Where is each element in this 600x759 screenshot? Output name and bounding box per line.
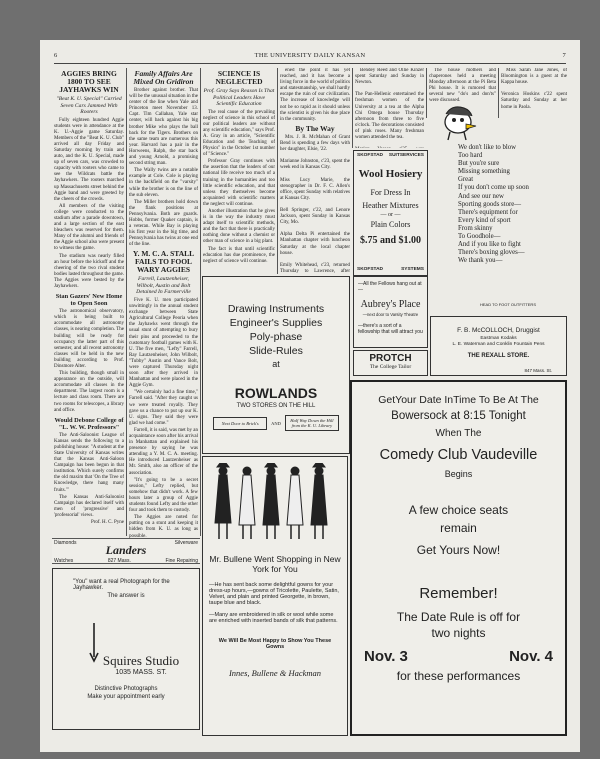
comedy-text: remain (440, 521, 477, 535)
poem-line: And if you like to fight (458, 241, 521, 249)
bullene-text: —Many are embroidered in silk or wool while some are enriched with inserted bands of silk that patterns. (209, 612, 338, 624)
skofstad-label: SYSTEMS (401, 267, 424, 272)
poem-line: There's equipment for (458, 208, 518, 216)
skofstad-text: Heather Mixtures (362, 201, 419, 210)
comedy-text: Get Yours Now! (416, 543, 501, 557)
landers-text: Silverware (174, 540, 198, 546)
column-rule (352, 68, 353, 148)
page-number-right: 7 (562, 52, 566, 59)
skofstad-label: SUITSERVICES (388, 153, 424, 158)
arrow-down-icon (89, 623, 99, 663)
headline-by-the-way: By The Way (295, 123, 335, 133)
rowlands-text: Engineer's Supplies (229, 317, 323, 329)
comedy-club-ad (350, 380, 567, 736)
landers-ad (52, 538, 200, 564)
bullene-text: —He has sent back some delightful gowns for your dress-up hours,—gowns of Tricolette, Paulette, Satin, Velvet, and plain and printed Georgette, in brown, taupe blue and black. (209, 582, 339, 606)
article-text: The stadium was nearly filled an hour before the kickoff and the cheering of the two rival student bodies lasted throughout the game. The Aggies were bested by the Jayhawkers. (54, 253, 124, 290)
poem-line: Every kind of sport (458, 216, 511, 224)
landers-text: Diamonds (54, 540, 77, 546)
comedy-date: Nov. 3 (364, 648, 408, 665)
article-text: The Anti-Saloonist League of Kansas sends the following to a publishing house: "A student at the State University of Kansas writes that the Kansas Anti-Saloon Campaign has been begun in that institution. Which surely confirms the old maxim that 'On the Tree of Knowledge, there hang many fruits.'" (54, 432, 124, 493)
rowlands-text: at (272, 359, 280, 369)
skofstad-price: $.75 and $1.00 (359, 235, 422, 246)
aubreys-name: Aubrey's Place (360, 299, 421, 310)
squires-ad (52, 568, 200, 730)
mccolloch-text: L. E. Waterman and Conklin Fountain Pens (452, 342, 545, 347)
comedy-text: When The (435, 428, 482, 439)
skofstad-label: SKOFSTAD (357, 267, 384, 272)
poem-line: To Goodhole— (458, 233, 501, 241)
fashion-figures-illustration (209, 463, 341, 543)
column-5 (355, 68, 424, 148)
rowlands-store: ROWLANDS (234, 385, 318, 401)
subhead-observatory: Stan Gazers' New Home to Open Soon (55, 293, 123, 308)
masthead (54, 52, 566, 64)
article-text: The astronomical observatory, which is being built to accommodate all astronomy classes, is nearing completion. The building will be ready for occupancy the latter part of this semester, and all recent astronomy classes will be held in the new building according to Prof. Dinsmore Alter. (54, 309, 124, 369)
article-text: Five K. U. men participated unwittingly in the annual student exchange between State Agricultural College Peoria when the Jayhawks went through the usual stunt of attempting to bury their pins and proceeded to the customary football games with K. U. The five men, "Lefty" Farrell, Ray Lautzenheiser, John Wilbolt, "Tubby" Austin and Vance Bolt, were captured Thursday night soon after they arrived in Manhattan and were placed in the Aggie Gym. (129, 297, 198, 389)
society-notes: Bendey Reed and Ollie Kinzer spent Saturday and Sunday in Newton. The Pan-Hellenic entertained the freshman women of the University at a tea at the Alpha Chi Omega house Thursday afternoon from three to five o'clock. The decorations consisted of pink roses. Many freshman women attended the tea. (355, 68, 424, 141)
column-rule (200, 68, 201, 536)
comedy-text: GetYour Date InTime To Be At The (378, 394, 539, 406)
protch-ad (353, 350, 428, 376)
bullene-ad (202, 456, 348, 736)
aubreys-ad (353, 276, 428, 348)
rowlands-ad (202, 276, 350, 454)
article-text: The Aggies are noted for putting on a stunt and keeping it hidden from K. U. as long as possible. (129, 515, 198, 538)
headline-ymca: Y. M. C. A. STALL FAILS TO FOOL WARY AGGIES (132, 249, 195, 275)
squires-text: "You" want a real Photograph for the Jayhawker. (73, 579, 170, 591)
headline-science: SCIENCE IS NEGLECTED (215, 69, 263, 86)
poem-line: And see our new (458, 192, 504, 200)
comedy-text: for these performances (396, 669, 521, 683)
skofstad-text: For Dress In (370, 188, 411, 197)
rowlands-text: Slide-Rules (249, 345, 303, 357)
poem-line: If you don't come up soon (458, 184, 529, 192)
column-rule (126, 68, 127, 536)
bullene-headline: Mr. Bullene Went Shopping in New York for You (209, 554, 341, 574)
society-notes: Mrs. J. R. McMahan of Grant Bend is spending a few days with her daughter, Elsie, '22. Marianne Johnston, c'23, spent the week end in Kansas City. Miss Lucy Marie, the stenographer in Dr. F. C. Allen's office, spent Sunday with relatives at Kansas City. Bell Springer, c'22, and Lenore Jackson, spent Sunday in Kansas City, Mo. Alpha Delta Pi entertained the Manhattan chapter with luncheon Saturday at the local chapter house. Emily Whitehead, c'23, returned Thursday to Lawrence, after (280, 134, 350, 274)
rowlands-location: Half Way Down the Hill from the K. U. Library (285, 415, 339, 431)
skofstad-text: Plain Colors (370, 220, 411, 229)
skofstad-label: SKOFSTAD (357, 153, 384, 158)
article-text: ened the point it has yet reached, and it has become a living force in the world of politics and statesmanship, we shall hardly escape the ruin of our civilization. The increase of knowledge will not be so rapid as it should unless the scientist is given his due place in the community. (280, 68, 350, 122)
poem-line: But you're sure (458, 160, 500, 168)
mccolloch-name: F. B. McCOLLOCH, Druggist (457, 327, 540, 334)
poem-line: We thank you— (458, 257, 503, 265)
jayhawk-cartoon-icon (436, 102, 478, 142)
newspaper-page (40, 40, 580, 752)
article-text: The fact is that until scientific education has due prominence, the neglect of science will continue. (203, 246, 275, 264)
poem-line: Missing something (458, 168, 510, 176)
landers-name: Landers (105, 543, 147, 557)
headline-family-affairs: Family Affairs Are Mixed On Gridiron (133, 69, 194, 86)
skofstad-text: — or — (380, 212, 401, 218)
article-text: Professor Gray continues with the assertion that the leaders of our national life receive too much of a training in the humanities and too little scientific education, and that unless they themselves become acquainted with scientific matters the neglect will continue. (203, 159, 275, 207)
subhead-debone: Would Debone College of "L. W. W. Professors" (54, 416, 124, 431)
bullene-signature: Innes, Bullene & Hackman (228, 668, 322, 678)
mccolloch-text: Eastman Kodaks (480, 336, 517, 341)
column-rule (277, 68, 278, 274)
comedy-title: Comedy Club Vaudeville (379, 447, 538, 463)
article-signoff: Prof. H. C. Pyne (90, 520, 124, 526)
poem-line: We don't like to blow (458, 144, 517, 151)
poem-line: Great (458, 176, 474, 184)
subhead-ymca: Farrell, Lautzenheiser, Wilbolt, Austin and Bolt Detained In Farmerville (136, 276, 191, 296)
obers-tagline: HEAD TO FOOT OUTFITTERS (479, 302, 536, 307)
comedy-text: A few choice seats (408, 503, 509, 517)
article-text: All members of the visiting college were conducted to the stadium after a parade downtown, and a large section of the east bleachers was reserved for them. Many of the alumni and friends of the Aggie school also were present to witness the game. (54, 203, 124, 252)
comedy-remember: Remember! (419, 585, 498, 602)
mccolloch-store: THE REXALL STORE. (467, 353, 530, 359)
poem-line: Too hard (458, 152, 483, 160)
landers-text: 827 Mass. (107, 558, 131, 564)
article-text: The house mothers and chaperones held a meeting Monday afternoon at the Pi Beta Phi house. It is rumored that several new "do's and don'ts" were discussed. (429, 68, 496, 104)
article-text: The Wally twins are a notable example at Cole. Cole is playing in the backfield on the "varsity" while the brother is on the line of the sub eleven. (129, 168, 198, 198)
comedy-text: The Date Rule is off for (396, 610, 521, 624)
protch-tagline: The College Tailor (369, 364, 412, 370)
rowlands-location: Next Door to Brick's (213, 417, 267, 430)
page-number-left: 6 (54, 52, 58, 59)
article-text: Brother against brother. That will be the unusual situation in the center of the line when Yale and Princeton meet November 13. Capt. Tim Callahan, Yale star center, will back against his big brother Mike who plays the ball back for the Tigers. Brothers on the same team are numerous this year. Harvard has a pair in the Horweens, Ralph, the star back and young Arnold, a promising second string man. (129, 88, 198, 167)
rowlands-and: AND (271, 420, 281, 426)
paper-title: THE UNIVERSITY DAILY KANSAN (254, 52, 366, 59)
obers-ad (432, 102, 567, 276)
bullene-text: We Will Be Most Happy to Show You These Gowns (218, 638, 332, 650)
squires-text: Make your appointment early (87, 694, 165, 700)
comedy-date: Nov. 4 (509, 648, 553, 665)
protch-name: PROTCH (369, 353, 412, 364)
mccolloch-address: 847 Mass. St. (524, 368, 552, 373)
aubreys-text: —All the Fellows hang out at— (358, 281, 422, 293)
poem-line: Sporting goods store— (458, 200, 522, 208)
article-text: This building, though small in appearance on the outside, will accommodate all classes in the department. The largest room is a lecture and class room. There are two rooms for telescopes, a library and office. (54, 371, 124, 413)
comedy-text: Begins (444, 469, 473, 479)
mccolloch-ad (430, 316, 567, 376)
comedy-text: two nights (431, 626, 486, 640)
column-rule (426, 68, 427, 118)
article-text: Fully eighteen hundred Aggie students were in attendance at the K. U.-Aggie game Saturday. Members of the "Beat K. U. Club" arrived all day Friday and Saturday morning by train and auto, and the K. U. Special, made up of seven cars, was crowded to capacity with rooters who came to see the Wildcats battle the Jayhawkers. The rooters marched up Massachusetts street behind the Aggie band and were greeted by the cheers of the crowds. (54, 117, 124, 202)
comedy-text: Bowersock at 8:15 Tonight (391, 410, 526, 422)
article-text: "We certainly had a fine time," Farrell said. "After they caught us we were treated royally. They gave us a chance to put up our K. U. signs. They said they were glad we had come." (129, 390, 198, 426)
landers-text: Watches (54, 558, 74, 564)
article-text: The Miller brothers hold down the flank positions at Pennsylvania. Both are guards. Hobbs, former Quaker captain, is a veteran. While Bay is playing his first year in the big time, and Pennsylvania has twins at one end of the line. (129, 199, 198, 248)
aubreys-text: —next door to Varsity Theatre (362, 312, 419, 317)
squires-address: 1035 MASS. ST. (115, 669, 167, 676)
poem-line: There's boxing gloves— (458, 249, 525, 257)
society-notes: Miss Sarah Jane Jones, of Bloomington is a guest at the Kappa house. Veronica Hoskins c'22 spent Saturday and Sunday at her home in Paola. (501, 68, 567, 110)
rowlands-tagline: TWO STORES ON THE HILL (236, 403, 316, 409)
subhead-aggies: "Beat K. U. Special" Carried Seven Cars Jammed With Rooters (56, 96, 122, 115)
landers-text: Fine Repairing (165, 558, 198, 564)
column-2 (129, 68, 198, 538)
column-3 (203, 68, 275, 274)
skofstad-ad (353, 150, 428, 276)
article-text: Another illustration that he gives is in the way the industry must adapt itself to scientific methods, and the fact that there is practically nothing done without a chemist or other man of science in a big plant. (203, 209, 275, 245)
rowlands-text: Poly-phase (249, 331, 303, 343)
subhead-science: Prof. Gray Says Reason Is That Political Leaders Have Scientific Education (203, 88, 275, 107)
squires-name: Squires Studio (102, 653, 180, 668)
aubreys-text: —there's a sort of a fellowship that will attract you (358, 323, 423, 335)
article-text: The real cause of the prevailing neglect of science in this school of our political leaders are without any scientific education," says Prof. A. Gray in an article, "Scientific Education and the Teaching of Physics" in the October 1st number of "Science." (203, 109, 275, 158)
obers-poem (458, 144, 562, 265)
headline-aggies: AGGIES BRING 1800 TO SEE JAYHAWKS WIN (59, 69, 119, 94)
rowlands-text: Drawing Instruments (227, 303, 325, 315)
skofstad-title: Wool Hosiery (358, 168, 423, 180)
article-text: Farrell, it is said, was met by an acquaintance soon after his arrival in Manhattan and explained his presence by saying he was attending a Y. M. C. A. meeting. He introduced Lautzenheiser as Mr. Smith, also an officer of the association. (129, 427, 198, 476)
squires-text: The answer is (107, 593, 145, 599)
column-1 (54, 68, 124, 538)
article-text: The Kansas Anti-Saloonist Campaign has declared itself with men of 'progressive' and 'professorial' views. (54, 494, 124, 518)
column-4 (280, 68, 350, 274)
poem-line: From skinny (458, 224, 493, 232)
article-text: "It's going to be a secret session," Lefty replied, but somehow that didn't work. A few hours later a group of Aggie students found Lefty and the other four and took them to custody. (129, 477, 198, 514)
squires-text: Distinctive Photographs (94, 686, 158, 692)
